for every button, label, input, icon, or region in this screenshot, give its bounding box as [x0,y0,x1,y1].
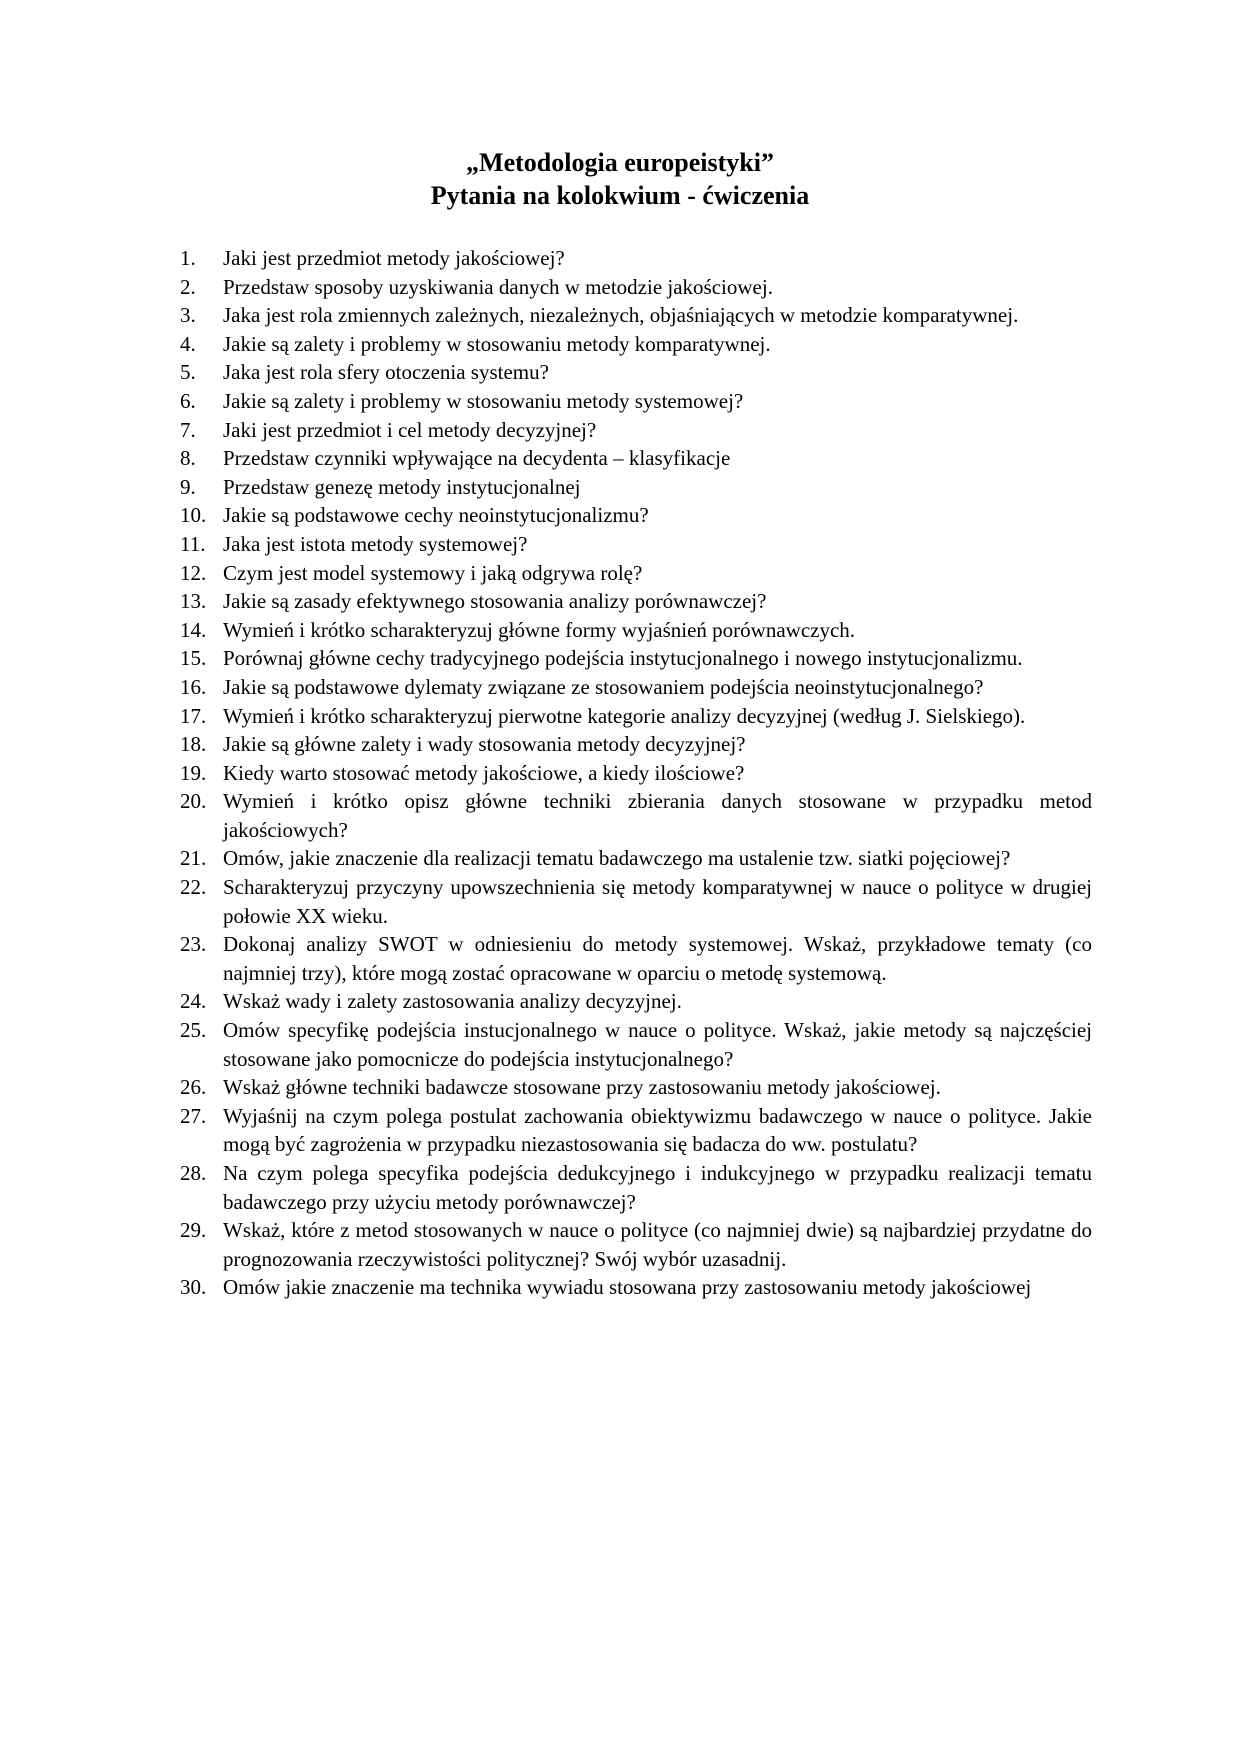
question-text: Wyjaśnij na czym polega postulat zachowania obiektywizmu badawczego w nauce o polityce. Jakie mogą być zagrożenia w przypadku niezastosowania się badacza do ww. postulatu? [223,1103,1092,1157]
question-text: Wskaż, które z metod stosowanych w nauce o polityce (co najmniej dwie) są najbardziej przydatne do prognozowania rzeczywistości politycznej? Swój wybór uzasadnij. [223,1218,1092,1271]
question-number: 26. [180,1075,207,1100]
question-item [180,1073,1092,1102]
question-number: 23. [180,932,207,957]
title-line-1: „Metodologia europeistyki” [466,148,774,177]
question-item [180,787,1092,844]
question-text: Wskaż wady i zalety zastosowania analizy decyzyjnej. [223,989,682,1014]
question-text: Czym jest model systemowy i jaką odgrywa rolę? [223,560,643,585]
question-item [180,473,1092,502]
question-item [180,759,1092,788]
question-item [180,387,1092,416]
question-number: 28. [180,1161,207,1185]
question-item [180,1102,1092,1159]
question-number: 7. [180,417,196,442]
question-text: Przedstaw genezę metody instytucjonalnej [223,474,581,499]
question-item [180,501,1092,530]
question-text: Jaki jest przedmiot metody jakościowej? [223,246,565,270]
question-item [180,416,1092,445]
question-item [180,244,1092,273]
question-item [180,616,1092,645]
question-item [180,358,1092,387]
question-item [180,301,1092,330]
question-text: Jaka jest rola sfery otoczenia systemu? [223,360,549,385]
question-text: Jakie są podstawowe dylematy związane ze stosowaniem podejścia neoinstytucjonalnego? [223,674,984,699]
question-number: 29. [180,1218,207,1243]
question-number: 15. [180,646,207,671]
question-text: Jakie są podstawowe cechy neoinstytucjonalizmu? [223,503,649,528]
question-text: Jaki jest przedmiot i cel metody decyzyjnej? [223,417,597,442]
question-text: Dokonaj analizy SWOT w odniesieniu do metody systemowej. Wskaż, przykładowe tematy (co najmniej trzy), które mogą zostać opracowane w oparciu o metodę systemową. [223,932,1092,985]
question-text: Omów specyfikę podejścia instucjonalnego w nauce o polityce. Wskaż, jakie metody są najczęściej stosowane jako pomocnicze do podejścia instytucjonalnego? [223,1018,1092,1071]
question-number: 1. [180,246,196,270]
question-number: 25. [180,1018,207,1043]
question-number: 12. [180,560,207,585]
question-item [180,930,1092,987]
question-text: Jakie są główne zalety i wady stosowania metody decyzyjnej? [223,732,746,757]
question-number: 24. [180,989,207,1014]
question-number: 10. [180,503,207,528]
document-title [0,146,1240,212]
question-number: 6. [180,388,196,413]
question-item [180,730,1092,759]
question-item [180,873,1092,930]
question-number: 16. [180,674,207,699]
question-item [180,1159,1092,1216]
question-number: 3. [180,303,196,328]
question-number: 13. [180,589,207,614]
question-text: Omów, jakie znaczenie dla realizacji tematu badawczego ma ustalenie tzw. siatki pojęciowej? [223,846,1011,871]
question-text: Jaka jest istota metody systemowej? [223,531,528,556]
question-number: 19. [180,760,207,785]
question-item [180,702,1092,731]
question-number: 14. [180,617,207,642]
question-text: Jakie są zalety i problemy w stosowaniu metody komparatywnej. [223,331,771,356]
question-item [180,559,1092,588]
question-number: 5. [180,360,196,385]
question-text: Jaka jest rola zmiennych zależnych, niezależnych, objaśniających w metodzie komparatywnej. [223,303,1019,328]
question-list [180,244,1092,1302]
question-item [180,1273,1092,1302]
question-item [180,530,1092,559]
question-number: 20. [180,789,207,814]
question-number: 9. [180,474,196,499]
question-item [180,273,1092,302]
question-text: Wymień i krótko opisz główne techniki zbierania danych stosowane w przypadku metod jakościowych? [223,789,1092,842]
question-text: Na czym polega specyfika podejścia dedukcyjnego i indukcyjnego w przypadku realizacji tematu badawczego przy użyciu metody porównawczej? [223,1161,1092,1214]
question-text: Wskaż główne techniki badawcze stosowane przy zastosowaniu metody jakościowej. [223,1075,941,1100]
question-item [180,644,1092,673]
question-text: Przedstaw czynniki wpływające na decydenta – klasyfikacje [223,446,731,471]
question-item [180,1216,1092,1273]
question-number: 18. [180,732,207,757]
question-item [180,987,1092,1016]
question-text: Porównaj główne cechy tradycyjnego podejścia instytucjonalnego i nowego instytucjonalizmu. [223,646,1023,671]
question-number: 30. [180,1275,207,1300]
question-item [180,587,1092,616]
title-line-2: Pytania na kolokwium - ćwiczenia [430,181,810,210]
question-number: 22. [180,875,207,900]
question-number: 27. [180,1103,207,1128]
question-number: 11. [180,531,206,556]
question-item [180,673,1092,702]
question-text: Jakie są zasady efektywnego stosowania analizy porównawczej? [223,589,767,614]
question-text: Omów jakie znaczenie ma technika wywiadu stosowana przy zastosowaniu metody jakościowej [223,1275,1032,1300]
question-number: 17. [180,703,207,728]
question-number: 2. [180,274,196,299]
question-text: Przedstaw sposoby uzyskiwania danych w metodzie jakościowej. [223,274,773,299]
question-text: Kiedy warto stosować metody jakościowe, a kiedy ilościowe? [223,760,745,785]
question-item [180,844,1092,873]
question-text: Jakie są zalety i problemy w stosowaniu metody systemowej? [223,388,744,413]
question-number: 4. [180,331,196,356]
question-number: 8. [180,446,196,471]
question-item [180,444,1092,473]
question-text: Wymień i krótko scharakteryzuj pierwotne kategorie analizy decyzyjnej (według J. Sielskiego). [223,703,1026,728]
question-number: 21. [180,846,207,871]
question-item [180,1016,1092,1073]
question-text: Wymień i krótko scharakteryzuj główne formy wyjaśnień porównawczych. [223,617,856,642]
question-text: Scharakteryzuj przyczyny upowszechnienia się metody komparatywnej w nauce o polityce w drugiej połowie XX wieku. [223,875,1092,928]
question-item [180,330,1092,359]
